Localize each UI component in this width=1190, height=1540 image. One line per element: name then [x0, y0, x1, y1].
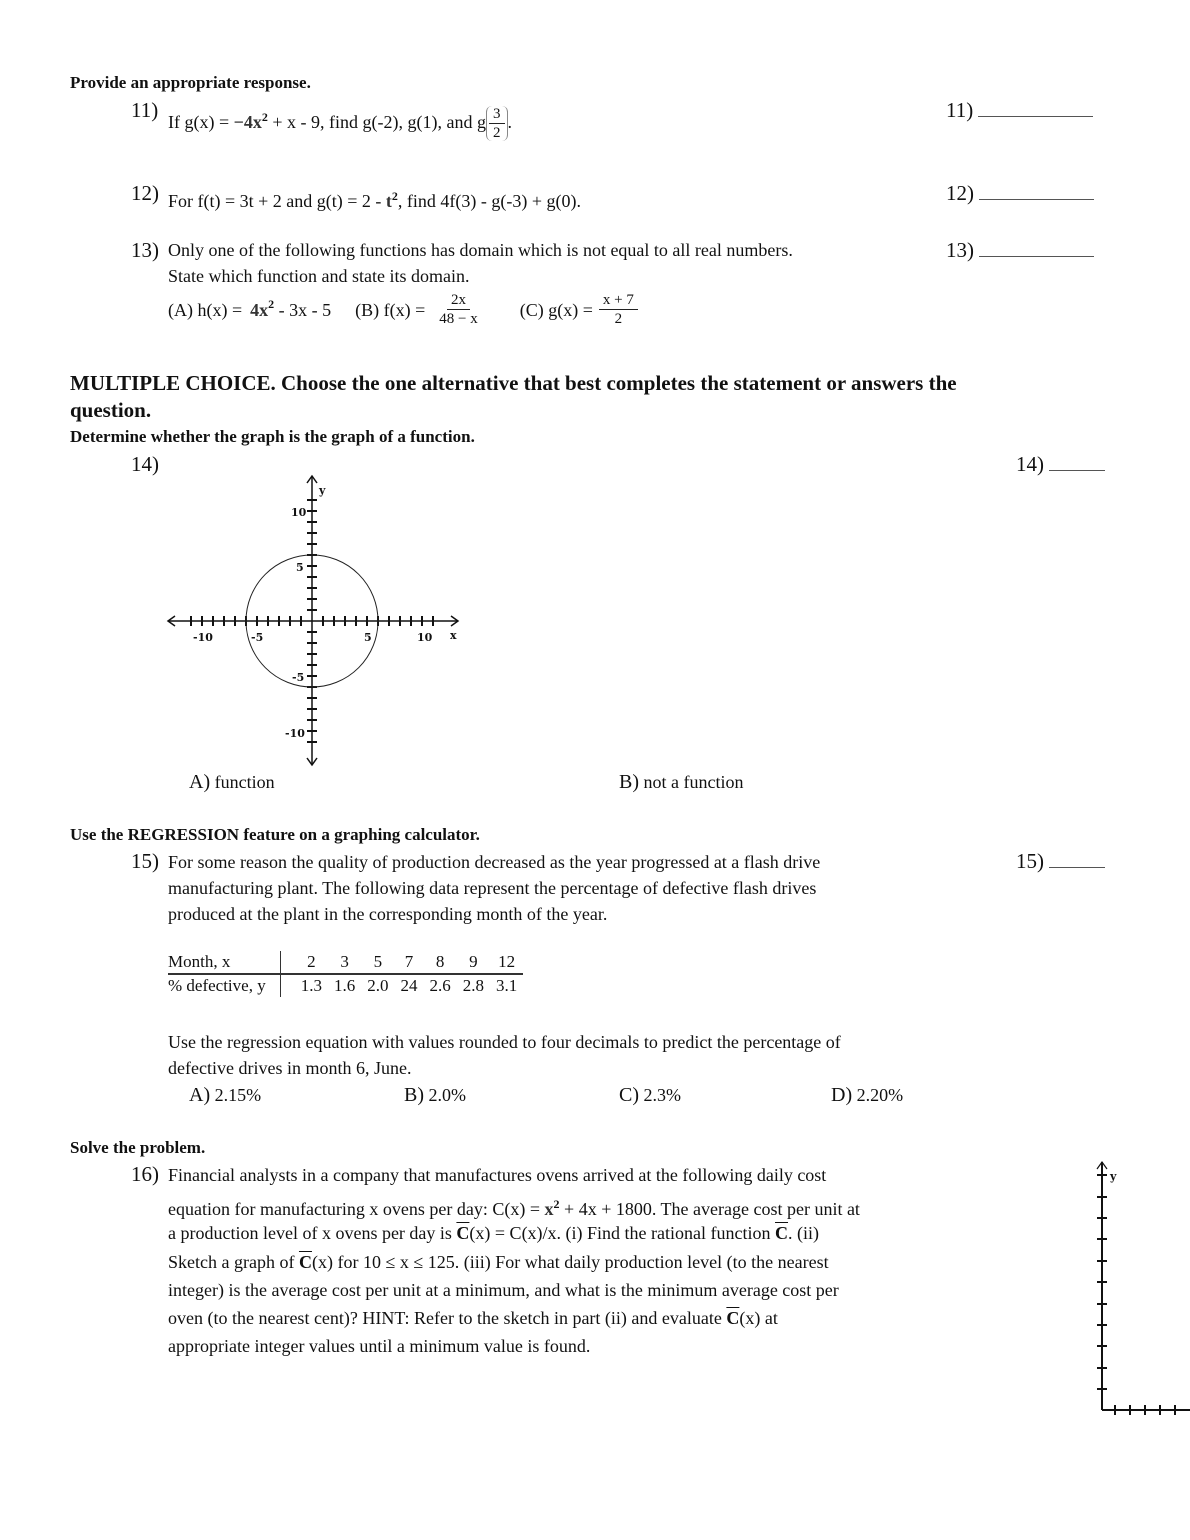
- answer-blank-13[interactable]: [946, 238, 1094, 263]
- answer-label: 14): [1016, 452, 1044, 476]
- choice-text: 2.15%: [214, 1085, 262, 1105]
- question-11-number: 11): [131, 98, 159, 122]
- choice-15-b[interactable]: [404, 1082, 466, 1108]
- section-header-regression: Use the REGRESSION feature on a graphing calculator.: [70, 825, 480, 844]
- choice-15-c[interactable]: [619, 1082, 681, 1108]
- q16-text: (x) at: [739, 1308, 778, 1328]
- answer-line[interactable]: [978, 116, 1093, 117]
- question-16-line2: [168, 1191, 860, 1222]
- q11-fraction: [486, 106, 508, 141]
- table-cell: 5: [361, 951, 394, 974]
- question-13-options: [168, 292, 642, 327]
- c-bar-symbol: $\overline{C}$: [456, 1223, 470, 1243]
- q16-text: + 4x + 1800. The average cost per unit at: [559, 1199, 860, 1219]
- choice-text: not a function: [643, 772, 744, 792]
- choice-15-d[interactable]: [831, 1082, 903, 1108]
- question-12-number: 12): [131, 181, 159, 205]
- table-cell: 12: [490, 951, 523, 974]
- x-tick-label: -10: [193, 631, 213, 644]
- answer-label: 15): [1016, 849, 1044, 873]
- choice-text: 2.0%: [428, 1085, 466, 1105]
- choice-14-a[interactable]: [189, 769, 275, 795]
- q16-text: Sketch a graph of: [168, 1252, 299, 1272]
- table-cell: 2: [280, 951, 328, 974]
- frac-denominator: 2: [614, 311, 623, 327]
- q11-text-b: + x - 9, find g(-2), g(1), and g: [267, 112, 487, 132]
- section-header-multiple-choice-cont: question.: [70, 398, 152, 422]
- option-a-rest: - 3x - 5: [274, 299, 332, 320]
- answer-label: 11): [946, 98, 974, 122]
- q12-exponent: 2: [391, 189, 398, 203]
- question-13-line1: Only one of the following functions has domain which is not equal to all real numbers.: [168, 240, 793, 260]
- choice-letter: A): [189, 1084, 211, 1106]
- option-a-label: (A) h(x) =: [168, 299, 243, 320]
- choice-15-a[interactable]: [189, 1082, 261, 1108]
- row-label: % defective, y: [168, 974, 280, 997]
- question-15-line2: manufacturing plant. The following data represent the percentage of defective flash drives: [168, 878, 817, 898]
- question-16-number: 16): [131, 1162, 159, 1186]
- x-tick-label: 10: [417, 631, 433, 644]
- q11-text-a: If g(x) =: [168, 112, 234, 132]
- section-header-multiple-choice: MULTIPLE CHOICE. Choose the one alternative that best completes the statement or answers the: [70, 371, 957, 395]
- question-15-line4: Use the regression equation with values rounded to four decimals to predict the percentage of: [168, 1032, 841, 1052]
- table-cell: 2.6: [429, 976, 451, 995]
- table-cell: 3.1: [495, 976, 518, 995]
- question-16-line7: appropriate integer values until a minimum value is found.: [168, 1336, 591, 1356]
- q16-text: a production level of x ovens per day is: [168, 1223, 457, 1243]
- table-cell: 8: [423, 951, 456, 974]
- question-16-line5: integer) is the average cost per unit at a minimum, and what is the minimum average cost per: [168, 1280, 839, 1300]
- table-cell: 3: [328, 951, 361, 974]
- frac-numerator: 3: [489, 106, 505, 124]
- question-15-line1: For some reason the quality of production decreased as the year progressed at a flash drive: [168, 852, 821, 872]
- table-cell: 2.0: [367, 976, 389, 995]
- c-bar-symbol: $\overline{C}$: [775, 1223, 789, 1243]
- choice-letter: C): [619, 1084, 639, 1106]
- q11-math: −4x: [233, 112, 262, 132]
- option-a-math: 4x: [250, 299, 269, 320]
- answer-blank-11[interactable]: [946, 98, 1093, 123]
- y-tick-label: -5: [292, 671, 305, 684]
- option-b-fraction: [435, 292, 481, 327]
- question-15-line3: produced at the plant in the corresponding month of the year.: [168, 904, 608, 924]
- choice-letter: D): [831, 1084, 853, 1106]
- q12-math: t: [385, 191, 392, 211]
- data-table: [168, 951, 523, 997]
- question-15-line5: defective drives in month 6, June.: [168, 1058, 412, 1078]
- option-a-exponent: 2: [268, 296, 275, 311]
- question-14-number: 14): [131, 452, 159, 476]
- q16-text: . (ii): [788, 1223, 820, 1243]
- table-row-month: [168, 951, 523, 974]
- table-cell: 24: [400, 976, 418, 995]
- y-axis-label: y: [1110, 1170, 1117, 1183]
- answer-line[interactable]: [979, 256, 1094, 257]
- question-13-number: 13): [131, 238, 159, 262]
- answer-label: 13): [946, 238, 974, 262]
- x-tick-label: -5: [251, 631, 264, 644]
- answer-blank-12[interactable]: [946, 181, 1094, 206]
- q16-text: (x) for 10 ≤ x ≤ 125. (iii) For what daily production level (to the nearest: [311, 1252, 829, 1272]
- q12-text-a: For f(t) = 3t + 2 and g(t) = 2 -: [168, 191, 386, 211]
- choice-letter: A): [189, 771, 211, 793]
- answer-blank-15[interactable]: [1016, 849, 1105, 874]
- choice-text: function: [214, 772, 275, 792]
- question-16-line1: Financial analysts in a company that manufactures ovens arrived at the following daily cost: [168, 1165, 827, 1185]
- frac-numerator: 2x: [447, 292, 470, 310]
- section-header-provide-response: Provide an appropriate response.: [70, 73, 311, 92]
- q16-text: equation for manufacturing x ovens per day: C(x) =: [168, 1199, 545, 1219]
- choice-letter: B): [619, 771, 639, 793]
- question-13-line2: State which function and state its domain.: [168, 266, 470, 286]
- blank-graph-axes: [1090, 1155, 1190, 1420]
- choice-14-b[interactable]: [619, 769, 743, 795]
- row-label: Month, x: [168, 951, 280, 974]
- q16-text: (x) = C(x)/x. (i) Find the rational function: [469, 1223, 776, 1243]
- y-tick-label: 5: [296, 561, 304, 574]
- frac-denominator: 2: [493, 125, 501, 142]
- q11-text-c: .: [507, 112, 513, 132]
- table-cell: 7: [394, 951, 423, 974]
- section-header-solve: Solve the problem.: [70, 1138, 206, 1157]
- x-axis-label: x: [450, 629, 457, 642]
- c-bar-symbol: $\overline{C}$: [298, 1252, 312, 1272]
- answer-label: 12): [946, 181, 974, 205]
- circle-graph: [160, 470, 470, 770]
- q16-text: oven (to the nearest cent)? HINT: Refer to the sketch in part (ii) and evaluate: [168, 1308, 727, 1328]
- q16-exponent: 2: [553, 1197, 560, 1211]
- answer-blank-14[interactable]: [1016, 452, 1105, 477]
- table-row-defective: [168, 974, 523, 997]
- y-tick-label: 10: [291, 506, 307, 519]
- table-cell: 9: [457, 951, 490, 974]
- choice-text: 2.20%: [856, 1085, 904, 1105]
- table-cell: 2.8: [462, 976, 484, 995]
- option-b-label: (B) f(x) =: [355, 299, 426, 320]
- c-bar-symbol: $\overline{C}$: [726, 1308, 740, 1328]
- question-16-line4: [168, 1249, 829, 1275]
- frac-denominator: 48 − x: [439, 311, 478, 327]
- x-tick-label: 5: [364, 631, 372, 644]
- choice-text: 2.3%: [643, 1085, 681, 1105]
- option-c-label: (C) g(x) =: [519, 299, 593, 320]
- answer-line[interactable]: [1049, 867, 1105, 868]
- question-11-text: [168, 104, 512, 141]
- answer-line[interactable]: [1049, 470, 1105, 471]
- q11-exponent: 2: [261, 110, 268, 124]
- q16-math: x: [544, 1199, 554, 1219]
- question-16-line3: [168, 1220, 819, 1246]
- option-c-fraction: [599, 292, 638, 327]
- y-axis-label: y: [319, 484, 326, 497]
- section-header-graph-function: Determine whether the graph is the graph of a function.: [70, 427, 475, 446]
- y-tick-label: -10: [285, 727, 305, 740]
- table-cell: 1.3: [300, 976, 322, 995]
- question-15-number: 15): [131, 849, 159, 873]
- q12-text-b: , find 4f(3) - g(-3) + g(0).: [397, 191, 582, 211]
- question-16-line6: [168, 1305, 778, 1331]
- answer-line[interactable]: [979, 199, 1094, 200]
- question-12-text: [168, 183, 581, 214]
- table-cell: 1.6: [333, 976, 356, 995]
- frac-numerator: x + 7: [599, 292, 638, 310]
- choice-letter: B): [404, 1084, 424, 1106]
